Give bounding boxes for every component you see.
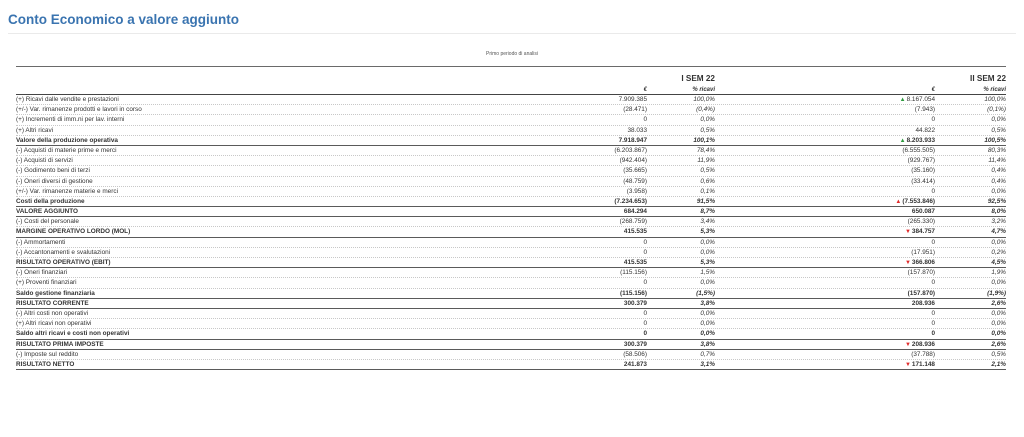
value-sem1: (115.156): [619, 289, 647, 297]
value-sem2-text: (157.870): [907, 269, 935, 277]
row-label: (-) Ammortamenti: [16, 238, 66, 246]
value-sem1: 0: [643, 279, 647, 287]
pct-sem2: 0,0%: [991, 320, 1006, 328]
row-label: (-) Godimento beni di terzi: [16, 167, 90, 175]
table-row: [16, 187, 1006, 197]
value-sem1: (115.156): [620, 269, 647, 277]
value-sem2-text: (37.788): [911, 350, 935, 358]
header-value-1: €: [643, 87, 647, 93]
value-sem1: 38.033: [627, 126, 647, 134]
row-label: (+) Altri ricavi: [16, 126, 54, 134]
pct-sem2: 0,2%: [991, 248, 1006, 256]
value-sem1: 0: [643, 330, 647, 338]
pct-sem2: 0,4%: [991, 177, 1006, 185]
row-label: (-) Oneri diversi di gestione: [16, 177, 93, 185]
value-sem2-text: 366.806: [911, 259, 935, 266]
value-sem1: 241.873: [623, 360, 647, 368]
pct-sem2: 0,5%: [991, 350, 1006, 358]
value-sem2-text: (33.414): [911, 177, 935, 185]
value-sem2-text: 0: [931, 279, 935, 287]
row-label: (-) Acquisti di materie prime e merci: [16, 146, 117, 154]
income-statement-table: [16, 66, 1006, 370]
value-sem2: [715, 350, 935, 359]
value-sem2: [715, 329, 935, 338]
value-sem1: (3.958): [626, 187, 647, 195]
pct-sem2: 100,5%: [984, 136, 1006, 144]
triangle-up-icon: ▲: [899, 137, 906, 144]
value-sem2: [715, 95, 935, 104]
table-row: [16, 268, 1006, 278]
pct-sem1: 0,0%: [700, 248, 715, 256]
value-sem2-text: 0: [931, 330, 935, 338]
value-sem2: [715, 227, 935, 236]
value-sem2: [715, 309, 935, 318]
pct-sem2: 80,3%: [987, 146, 1006, 154]
pct-sem2: 2,1%: [991, 360, 1006, 368]
row-label: Valore della produzione operativa: [16, 136, 118, 144]
row-label: (-) Acquisti di servizi: [16, 157, 73, 165]
table-row: [16, 227, 1006, 237]
triangle-up-icon: ▲: [899, 97, 906, 103]
table-row: [16, 136, 1006, 146]
value-sem1: 7.918.947: [618, 136, 647, 144]
value-sem2: [715, 126, 935, 135]
pct-sem1: 78,4%: [696, 146, 715, 154]
table-row: [16, 360, 1006, 370]
row-label: (+) Altri ricavi non operativi: [16, 320, 92, 328]
row-label: (-) Altri costi non operativi: [16, 309, 89, 317]
value-sem2-text: (7.943): [914, 106, 935, 114]
value-sem2-text: 0: [931, 116, 935, 124]
table-row: [16, 329, 1006, 339]
triangle-down-icon: ▼: [904, 229, 911, 236]
row-label: (-) Imposte sul reddito: [16, 350, 79, 358]
row-label: VALORE AGGIUNTO: [16, 208, 79, 216]
value-sem2: [715, 166, 935, 175]
value-sem1: (942.404): [619, 157, 647, 165]
table-row: [16, 197, 1006, 207]
triangle-up-icon: ▲: [895, 198, 902, 205]
value-sem2: [715, 289, 935, 298]
value-sem1: 415.535: [623, 228, 647, 236]
header-pct-1: % ricavi: [692, 87, 715, 93]
pct-sem2: 4,5%: [991, 259, 1006, 266]
pct-sem2: 92,5%: [987, 197, 1006, 205]
value-sem2-text: (6.555.505): [902, 146, 935, 154]
table-row: [16, 289, 1006, 299]
pct-sem1: 5,3%: [700, 228, 715, 236]
pct-sem1: 0,0%: [700, 330, 715, 338]
pct-sem1: 0,0%: [700, 320, 715, 328]
value-sem2-text: 8.203.933: [906, 136, 935, 144]
pct-sem1: 0,6%: [700, 177, 715, 185]
table-row: [16, 207, 1006, 217]
pct-sem2: 0,0%: [991, 279, 1006, 287]
value-sem2: [715, 278, 935, 287]
value-sem2: [715, 268, 935, 277]
table-row: [16, 238, 1006, 248]
pct-sem1: 3,8%: [700, 299, 715, 307]
value-sem2-text: 8.167.054: [906, 96, 935, 103]
value-sem1: 7.909.385: [618, 96, 647, 103]
value-sem1: (268.759): [619, 218, 647, 226]
title-divider: [8, 33, 1016, 34]
value-sem2-text: 171.148: [911, 360, 935, 368]
value-sem2: [715, 248, 935, 257]
column-header-row: [16, 86, 1006, 95]
row-label: RISULTATO NETTO: [16, 360, 75, 368]
pct-sem1: 1,5%: [700, 269, 715, 277]
value-sem2: [715, 299, 935, 308]
pct-sem2: 0,0%: [991, 330, 1006, 338]
value-sem2: [715, 258, 935, 267]
value-sem2-text: 208.936: [911, 299, 935, 307]
semester-2-title: II SEM 22: [970, 74, 1006, 83]
value-sem1: (6.203.867): [614, 146, 647, 154]
page-title: Conto Economico a valore aggiunto: [8, 12, 240, 27]
triangle-down-icon: ▼: [904, 361, 911, 368]
pct-sem1: 100,1%: [693, 136, 715, 144]
header-label-cell: [16, 86, 486, 94]
pct-sem2: 0,0%: [991, 238, 1006, 246]
row-label: (+/-) Var. rimanenze prodotti e lavori in corso: [16, 106, 142, 114]
pct-sem2: (1,9%): [987, 289, 1006, 297]
row-label: (-) Costi del personale: [16, 218, 79, 226]
pct-sem1: 0,0%: [700, 279, 715, 287]
semester-header-row: [16, 74, 1006, 86]
row-label: Saldo gestione finanziaria: [16, 289, 95, 297]
pct-sem2: 0,0%: [991, 116, 1006, 124]
value-sem2-text: (17.951): [911, 248, 935, 256]
value-sem2: [715, 217, 935, 226]
value-sem2-text: (35.160): [911, 167, 935, 175]
value-sem1: (35.665): [623, 167, 647, 175]
row-label: (+) Proventi finanziari: [16, 279, 77, 287]
table-row: [16, 299, 1006, 309]
table-row: [16, 350, 1006, 360]
pct-sem1: 0,7%: [700, 350, 715, 358]
pct-sem2: 0,0%: [991, 309, 1006, 317]
value-sem2: [715, 319, 935, 328]
value-sem2-text: 0: [931, 320, 935, 328]
value-sem2: [715, 115, 935, 124]
header-value-2: €: [931, 87, 935, 93]
table-top-rule: [16, 66, 1006, 67]
value-sem1: 300.379: [623, 340, 647, 348]
table-body: [16, 95, 1006, 370]
value-sem2: [715, 207, 935, 216]
table-row: [16, 126, 1006, 136]
pct-sem1: 11,9%: [697, 157, 715, 165]
triangle-down-icon: ▼: [904, 260, 911, 266]
table-row: [16, 156, 1006, 166]
pct-sem1: 3,4%: [700, 218, 715, 226]
table-row: [16, 319, 1006, 329]
value-sem2: [715, 197, 935, 206]
pct-sem2: 0,0%: [991, 187, 1006, 195]
pct-sem2: 0,4%: [991, 167, 1006, 175]
value-sem2-text: 384.757: [911, 228, 935, 236]
value-sem2: [715, 105, 935, 114]
pct-sem2: 100,0%: [984, 96, 1006, 103]
value-sem1: 684.294: [623, 208, 647, 216]
row-label: (-) Accantonamenti e svalutazioni: [16, 248, 111, 256]
table-row: [16, 309, 1006, 319]
value-sem2: [715, 177, 935, 186]
value-sem2-text: 0: [931, 187, 935, 195]
pct-sem2: 2,6%: [991, 299, 1006, 307]
value-sem2-text: (265.330): [907, 218, 935, 226]
pct-sem1: (1,5%): [696, 289, 715, 297]
pct-sem2: 8,0%: [991, 208, 1006, 216]
pct-sem1: 0,5%: [700, 167, 715, 175]
pct-sem2: 0,5%: [991, 126, 1006, 134]
value-sem1: 0: [643, 238, 647, 246]
value-sem2-text: (7.553.846): [902, 197, 935, 205]
value-sem2: [715, 146, 935, 155]
pct-sem1: 0,0%: [700, 238, 715, 246]
value-sem1: 300.379: [623, 299, 647, 307]
triangle-down-icon: ▼: [904, 341, 911, 348]
value-sem2: [715, 360, 935, 369]
value-sem2-text: 0: [931, 309, 935, 317]
pct-sem2: (0,1%): [987, 106, 1006, 114]
table-row: [16, 258, 1006, 268]
pct-sem1: 8,7%: [700, 208, 715, 216]
table-row: [16, 115, 1006, 125]
header-pct-2: % ricavi: [983, 87, 1006, 93]
value-sem2-text: 208.936: [911, 340, 935, 348]
value-sem2: [715, 238, 935, 247]
table-row: [16, 248, 1006, 258]
pct-sem1: 0,0%: [700, 116, 715, 124]
value-sem1: (7.234.653): [614, 197, 647, 205]
value-sem2-text: 44.822: [915, 126, 935, 134]
row-label: RISULTATO PRIMA IMPOSTE: [16, 340, 104, 348]
table-row: [16, 95, 1006, 105]
semester-1-title: I SEM 22: [681, 74, 715, 83]
value-sem1: 0: [643, 116, 647, 124]
table-row: [16, 217, 1006, 227]
table-row: [16, 146, 1006, 156]
value-sem2-text: (157.870): [907, 289, 935, 297]
value-sem1: (48.759): [623, 177, 647, 185]
row-label: (+) Ricavi dalle vendite e prestazioni: [16, 96, 119, 103]
value-sem2-text: 650.087: [911, 208, 935, 216]
pct-sem2: 3,2%: [991, 218, 1006, 226]
pct-sem1: 0,0%: [700, 309, 715, 317]
value-sem1: 0: [643, 320, 647, 328]
pct-sem2: 1,9%: [991, 269, 1006, 277]
value-sem2: [715, 136, 935, 145]
row-label: (+/-) Var. rimanenze materie e merci: [16, 187, 118, 195]
value-sem2: [715, 156, 935, 165]
pct-sem2: 4,7%: [991, 228, 1006, 236]
table-row: [16, 278, 1006, 288]
value-sem2: [715, 340, 935, 349]
pct-sem1: 0,1%: [700, 187, 715, 195]
row-label: Costi della produzione: [16, 197, 85, 205]
row-label: (+) Incrementi di imm.ni per lav. interni: [16, 116, 125, 124]
table-row: [16, 177, 1006, 187]
row-label: (-) Oneri finanziari: [16, 269, 68, 277]
pct-sem2: 2,6%: [991, 340, 1006, 348]
value-sem1: 0: [643, 248, 647, 256]
value-sem1: (58.506): [623, 350, 647, 358]
value-sem2: [715, 187, 935, 196]
row-label: MARGINE OPERATIVO LORDO (MOL): [16, 228, 131, 236]
row-label: Saldo altri ricavi e costi non operativi: [16, 330, 130, 338]
pct-sem1: 91,5%: [696, 197, 715, 205]
value-sem1: 415.535: [623, 259, 647, 266]
row-label: RISULTATO OPERATIVO (EBIT): [16, 259, 111, 266]
table-row: [16, 166, 1006, 176]
pct-sem1: 0,5%: [700, 126, 715, 134]
table-row: [16, 105, 1006, 115]
pct-sem1: 5,3%: [700, 259, 715, 266]
pct-sem1: 3,8%: [700, 340, 715, 348]
period-label: Primo periodo di analisi: [486, 51, 538, 57]
pct-sem1: 100,0%: [693, 96, 715, 103]
table-row: [16, 340, 1006, 350]
value-sem2-text: (929.767): [907, 157, 935, 165]
row-label: RISULTATO CORRENTE: [16, 299, 89, 307]
value-sem1: 0: [643, 309, 647, 317]
pct-sem2: 11,4%: [988, 157, 1006, 165]
value-sem2-text: 0: [931, 238, 935, 246]
pct-sem1: 3,1%: [700, 360, 715, 368]
value-sem1: (28.471): [623, 106, 647, 114]
pct-sem1: (0,4%): [696, 106, 715, 114]
